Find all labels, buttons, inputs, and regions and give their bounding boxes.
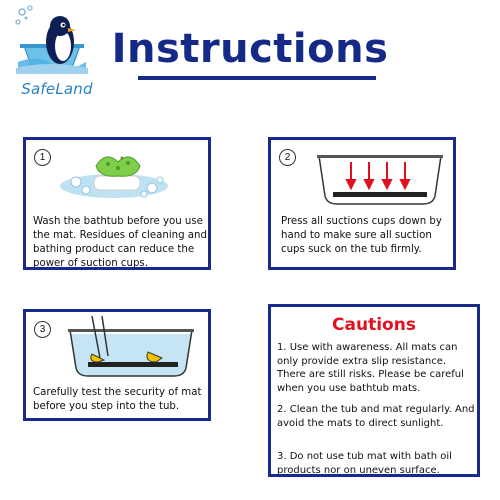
step-3-card [23,309,211,421]
page-title: Instructions [111,26,389,72]
caution-item: 2. Clean the tub and mat regularly. And avoid the mats to direct sunlight. [277,404,475,429]
caution-item: 3. Do not use tub mat with bath oil products nor on uneven surface. [277,451,452,476]
step-1-text: Wash the bathtub before you use the mat. Residues of cleaning and bathing product can reduce the power of suction cups. [33,216,207,269]
step-2-text: Press all suctions cups down by hand to make sure all suction cups suck on the tub firmly. [281,216,442,255]
caution-item: 1. Use with awareness. All mats can only provide extra slip resistance. There are still risks. Please be careful when you use bathtub mats. [277,342,464,394]
step-number: 2 [279,149,296,166]
step-1-card [23,137,211,270]
test-mat-icon [66,316,196,380]
step-2-card [268,137,456,270]
sponge-cleaning-icon [56,146,176,206]
press-suction-cups-icon [315,152,445,208]
step-number: 3 [34,321,51,338]
cautions-title: Cautions [332,315,416,335]
brand-name: SafeLand [21,80,93,98]
title-underline [138,76,376,80]
step-number: 1 [34,149,51,166]
step-3-text: Carefully test the security of mat before you step into the tub. [33,387,202,412]
cautions-card [268,304,480,477]
